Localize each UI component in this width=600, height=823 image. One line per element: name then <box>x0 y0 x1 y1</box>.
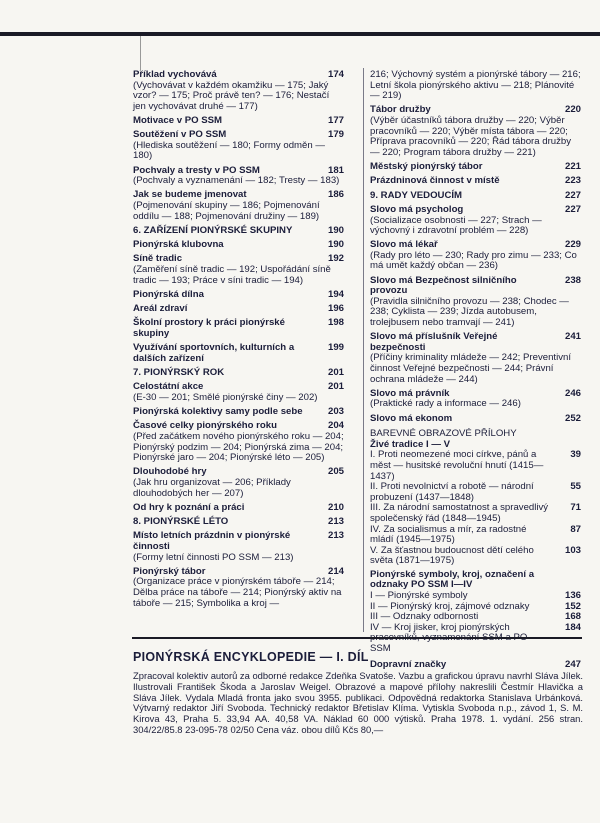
toc-entry <box>370 176 581 187</box>
toc-entry-title: Síně tradic <box>133 253 183 265</box>
plate-entry-page: 184 <box>564 621 581 633</box>
plate-entry-page: 55 <box>570 481 581 493</box>
toc-entry <box>133 116 344 127</box>
toc-entry <box>133 304 344 315</box>
toc-entry <box>133 70 344 112</box>
toc-entry <box>133 503 344 514</box>
toc-right-column <box>370 70 581 674</box>
toc-entry-subtopics: (Formy letní činnosti PO SSM — 213) <box>133 551 294 563</box>
toc-entry <box>133 190 344 222</box>
toc-entry-page: 238 <box>564 274 581 286</box>
toc-entry-page: 252 <box>564 412 581 424</box>
toc-entry-page: 201 <box>327 367 344 379</box>
toc-entry <box>133 166 344 187</box>
toc-entry-page: 203 <box>327 406 344 418</box>
plate-entry-text: I — Pionýrské symboly <box>370 590 468 602</box>
toc-entry-page: 210 <box>327 501 344 513</box>
toc-entry-subtopics: (Rady pro léto — 230; Rady pro zimu — 233; Co má umět každý občan — 236) <box>370 249 577 272</box>
column-divider <box>363 68 364 632</box>
toc-entry-subtopics: (Vychovávat v každém okamžiku — 175; Jaký vzor? — 175; Proč právě ten? — 176; Nestačí jen vychovávat druhé — 177) <box>133 79 330 112</box>
toc-entry-title: 7. PIONÝRSKÝ ROK <box>133 367 225 379</box>
plate-entry <box>370 482 581 503</box>
toc-entry-subtopics: (Před začátkem nového pionýrského roku — 204; Pionýrský podzim — 204; Pionýrská zima — 204; Pionýrské jaro — 204; Pionýrské léto — 205) <box>133 430 344 464</box>
toc-entry-title: Slovo má lékař <box>370 239 438 251</box>
toc-entry-page: 220 <box>564 104 581 116</box>
toc-entry-page: 186 <box>327 189 344 201</box>
toc-entry-page: 213 <box>327 530 344 542</box>
toc-entry-subtopics: (Jak hru organizovat — 206; Příklady dlouhodobých her — 207) <box>133 476 291 499</box>
toc-entry <box>370 414 581 425</box>
toc-entry-subtopics: (Příčiny kriminality mládeže — 242; Preventivní činnost Veřejné bezpečnosti — 244; Právní ochrana mládeže — 244) <box>370 352 572 385</box>
toc-entry-page: 174 <box>327 69 344 80</box>
toc-entry-title: Místo letních prázdnin v pionýrské činnosti <box>133 530 291 553</box>
toc-entry <box>370 205 581 237</box>
toc-entry-title: Městský pionýrský tábor <box>370 160 483 172</box>
plate-entry-page: 152 <box>564 600 581 612</box>
toc-entry-subtopics: (Zaměření síně tradic — 192; Uspořádání síně tradic — 193; Práce v síni tradic — 194) <box>133 264 331 286</box>
plate-entry-text: V. Za šťastnou budoucnost dětí celého světa (1871—1975) <box>370 544 534 567</box>
toc-entry <box>133 382 344 403</box>
toc-entry-page: 227 <box>564 203 581 215</box>
toc-entry-title: Slovo má ekonom <box>370 412 453 424</box>
top-rule <box>0 32 600 36</box>
plate-entry <box>370 525 581 546</box>
bottom-rule <box>132 637 582 639</box>
plates-last-page: 247 <box>564 658 581 670</box>
plate-entry-text: III — Odznaky odbornosti <box>370 611 479 623</box>
toc-entry-subtopics: (Hlediska soutěžení — 180; Formy odměn — 180) <box>133 139 325 162</box>
toc-section-heading <box>133 517 344 528</box>
book-title: PIONÝRSKÁ ENCYKLOPEDIE — I. DÍL <box>133 650 369 664</box>
plates-last-entry <box>370 660 581 671</box>
toc-entry-page: 246 <box>564 387 581 399</box>
toc-section-heading <box>370 191 581 202</box>
plates-group2-title: Pionýrské symboly, kroj, označení a odznaky PO SSM I—IV <box>370 568 535 591</box>
toc-entry-title: Jak se budeme jmenovat <box>133 189 247 201</box>
toc-entry-title: 9. RADY VEDOUCÍM <box>370 189 463 201</box>
plate-entry-page: 39 <box>570 449 581 461</box>
toc-entry-page: 198 <box>327 317 344 329</box>
toc-entry-title: Dlouhodobé hry <box>133 466 207 478</box>
plates-heading: BAREVNÉ OBRAZOVÉ PŘÍLOHY <box>370 428 517 440</box>
toc-entry-subtopics: (Pojmenování skupiny — 186; Pojmenování oddílu — 188; Pojmenování družiny — 189) <box>133 199 320 222</box>
toc-entry-page: 190 <box>327 239 344 251</box>
toc-entry-title: Celostátní akce <box>133 381 204 393</box>
plate-entry-page: 87 <box>570 523 581 535</box>
toc-right-entries <box>370 105 581 424</box>
toc-entry-title: Slovo má psycholog <box>370 203 464 215</box>
toc-entry-title: Od hry k poznání a práci <box>133 501 245 513</box>
toc-entry <box>133 240 344 251</box>
plates-section <box>370 429 581 670</box>
toc-entry <box>370 332 581 385</box>
plates-group2-list <box>370 591 581 655</box>
toc-entry-title: 6. ZAŘÍZENÍ PIONÝRSKÉ SKUPINY <box>133 225 293 237</box>
plate-entry-page: 71 <box>570 502 581 514</box>
toc-entry-title: Pionýrská kolektivy samy podle sebe <box>133 406 303 418</box>
colophon: Zpracoval kolektiv autorů za odborné redakce Zdeňka Svatoše. Vazbu a grafickou úpravu navrhl Sláva Jílek. Ilustrovali František Škoda a Jaroslav Weigel. Obrazové a mapové přílohy nakreslili Čestmír Hlavička a Sláva Jílek. Vydala Mladá fronta jako svou 3955. publikaci. Odpovědná redaktorka Stanislava Urbánková. Výtvarný redaktor Jiří Svoboda. Technický redaktor Břetislav Klíma. Vytiskla Svoboda n.p., závod 1, S. M. Kirova 43, Praha 5. 33,94 AA. 40,58 VA. Náklad 60 000 výtisků. Praha 1978. 1. vydání. 256 stran. 304/22/85.8 23-095-78 02/50 Cena váz. obou dílů Kčs 80,— <box>133 670 583 735</box>
toc-entry <box>133 567 344 609</box>
toc-entry-page: 229 <box>564 239 581 251</box>
plate-entry-page: 136 <box>564 590 581 602</box>
plate-entry <box>370 450 581 482</box>
toc-entry-page: 214 <box>327 565 344 577</box>
toc-left-column <box>133 70 344 613</box>
toc-entry-title: Pionýrská dílna <box>133 288 204 300</box>
toc-entry-title: Pionýrská klubovna <box>133 239 224 251</box>
toc-entry-page: 181 <box>327 164 344 176</box>
plate-entry-page: 103 <box>564 544 581 556</box>
toc-section-heading <box>133 226 344 237</box>
toc-entry-title: Časové celky pionýrského roku <box>133 420 277 432</box>
toc-entry-title: Slovo má příslušník Veřejné bezpečnosti <box>370 331 498 353</box>
toc-entry-title: Tábor družby <box>370 104 431 116</box>
toc-entry-page: 194 <box>327 288 344 300</box>
toc-entry-page: 201 <box>327 381 344 393</box>
toc-continuation <box>370 70 581 102</box>
plates-group1-list <box>370 450 581 567</box>
toc-continuation-text: 216; Výchovný systém a pionýrské tábory — 216; Letní škola pionýrského aktivu — 218; Plánovité — 219) <box>370 69 581 102</box>
toc-entry <box>133 130 344 162</box>
toc-entry-title: Soutěžení v PO SSM <box>133 129 227 141</box>
toc-entry-page: 199 <box>327 342 344 353</box>
toc-entry <box>133 290 344 301</box>
toc-entry-page: 192 <box>327 253 344 265</box>
toc-entry-page: 221 <box>564 160 581 172</box>
toc-section-heading <box>133 368 344 379</box>
toc-entry-page: 205 <box>327 466 344 478</box>
plate-entry <box>370 503 581 524</box>
toc-entry <box>370 276 581 329</box>
toc-entry <box>133 254 344 286</box>
toc-entry-page: 190 <box>327 225 344 237</box>
toc-entry-title: Motivace v PO SSM <box>133 114 223 126</box>
toc-entry <box>133 343 344 364</box>
toc-entry-title: Využívání sportovních, kulturních a dalších zařízení <box>133 342 295 364</box>
plate-entry-text: III. Za národní samostatnost a spravedlivý společenský řád (1848—1945) <box>370 502 549 524</box>
toc-entry-title: Pionýrský tábor <box>133 565 206 577</box>
plate-entry-text: IV — Kroj jisker, kroj pionýrských SSM <box>370 621 510 655</box>
toc-entry-subtopics: (Pravidla silničního provozu — 238; Chodec — 238; Cyklista — 239; Jízda autobusem, trolejbusem nebo tramvají — 241) <box>370 295 569 329</box>
toc-entry <box>133 467 344 499</box>
toc-entry <box>133 318 344 339</box>
plates-group1-title: Živé tradice I — V <box>370 438 450 450</box>
toc-entry-subtopics: (Socializace osobnosti — 227; Strach — výchovný i zdravotní problém — 228) <box>370 214 542 237</box>
toc-entry-page: 177 <box>327 114 344 126</box>
toc-entry-page: 179 <box>327 129 344 141</box>
toc-entry <box>370 162 581 173</box>
toc-entry-title: 8. PIONÝRSKÉ LÉTO <box>133 516 229 528</box>
toc-entry-page: 223 <box>564 175 581 187</box>
plate-entry-text: IV. Za socialismus a mír, za radostné mládí (1945—1975) <box>370 523 527 546</box>
plate-entry <box>370 546 581 567</box>
toc-entry-page: 241 <box>564 331 581 343</box>
toc-entry-page: 204 <box>327 420 344 432</box>
plate-entry-page: 168 <box>564 611 581 623</box>
toc-entry-title: Slovo má právník <box>370 387 450 399</box>
toc-entry <box>370 240 581 272</box>
toc-entry-page: 213 <box>327 516 344 528</box>
plate-entry-text: I. Proti neomezené moci církve, pánů a měst — husitské revoluční hnutí (1415—1437) <box>370 449 544 482</box>
toc-entry <box>370 105 581 158</box>
toc-entry-page: 196 <box>327 303 344 315</box>
toc-entry-title: Prázdninová činnost v místě <box>370 175 500 187</box>
top-vertical-rule <box>140 36 141 70</box>
toc-entry-page: 227 <box>564 189 581 201</box>
plates-last-title: Dopravní značky <box>370 658 447 670</box>
plate-entry-text: II. Proti nevolnictví a robotě — národní probuzení (1437—1848) <box>370 481 534 503</box>
toc-entry-title: Příklad vychovává <box>133 69 217 80</box>
toc-entry <box>133 407 344 418</box>
toc-entry-subtopics: (Pochvaly a vyznamenání — 182; Tresty — 183) <box>133 175 340 187</box>
toc-entry <box>370 389 581 410</box>
toc-entry-title: Slovo má Bezpečnost silničního provozu <box>370 274 517 297</box>
toc-entry-title: Areál zdraví <box>133 303 188 315</box>
toc-entry-subtopics: (Výběr účastníků tábora družby — 220; Výběr pracovníků — 220; Výběr místa tábora — 220; Příprava pracovníků — 220; Řád tábora družby — 220; Program tábora družby — 221) <box>370 114 572 158</box>
toc-entry <box>133 531 344 563</box>
toc-entry <box>133 421 344 463</box>
toc-entry-subtopics: (Praktické rady a informace — 246) <box>370 398 521 410</box>
toc-entry-subtopics: (Organizace práce v pionýrském táboře — 214; Dělba práce na táboře — 214; Pionýrský aktiv na táboře — 215; Symbolika a kroj — <box>133 576 342 609</box>
toc-entry-subtopics: (E-30 — 201; Smělé pionýrské činy — 202) <box>133 391 318 403</box>
toc-entry-title: Pochvaly a tresty v PO SSM <box>133 164 260 176</box>
toc-entry-title: Školní prostory k práci pionýrské skupiny <box>133 317 285 339</box>
plate-entry-text: II — Pionýrský kroj, zájmové odznaky <box>370 600 530 612</box>
